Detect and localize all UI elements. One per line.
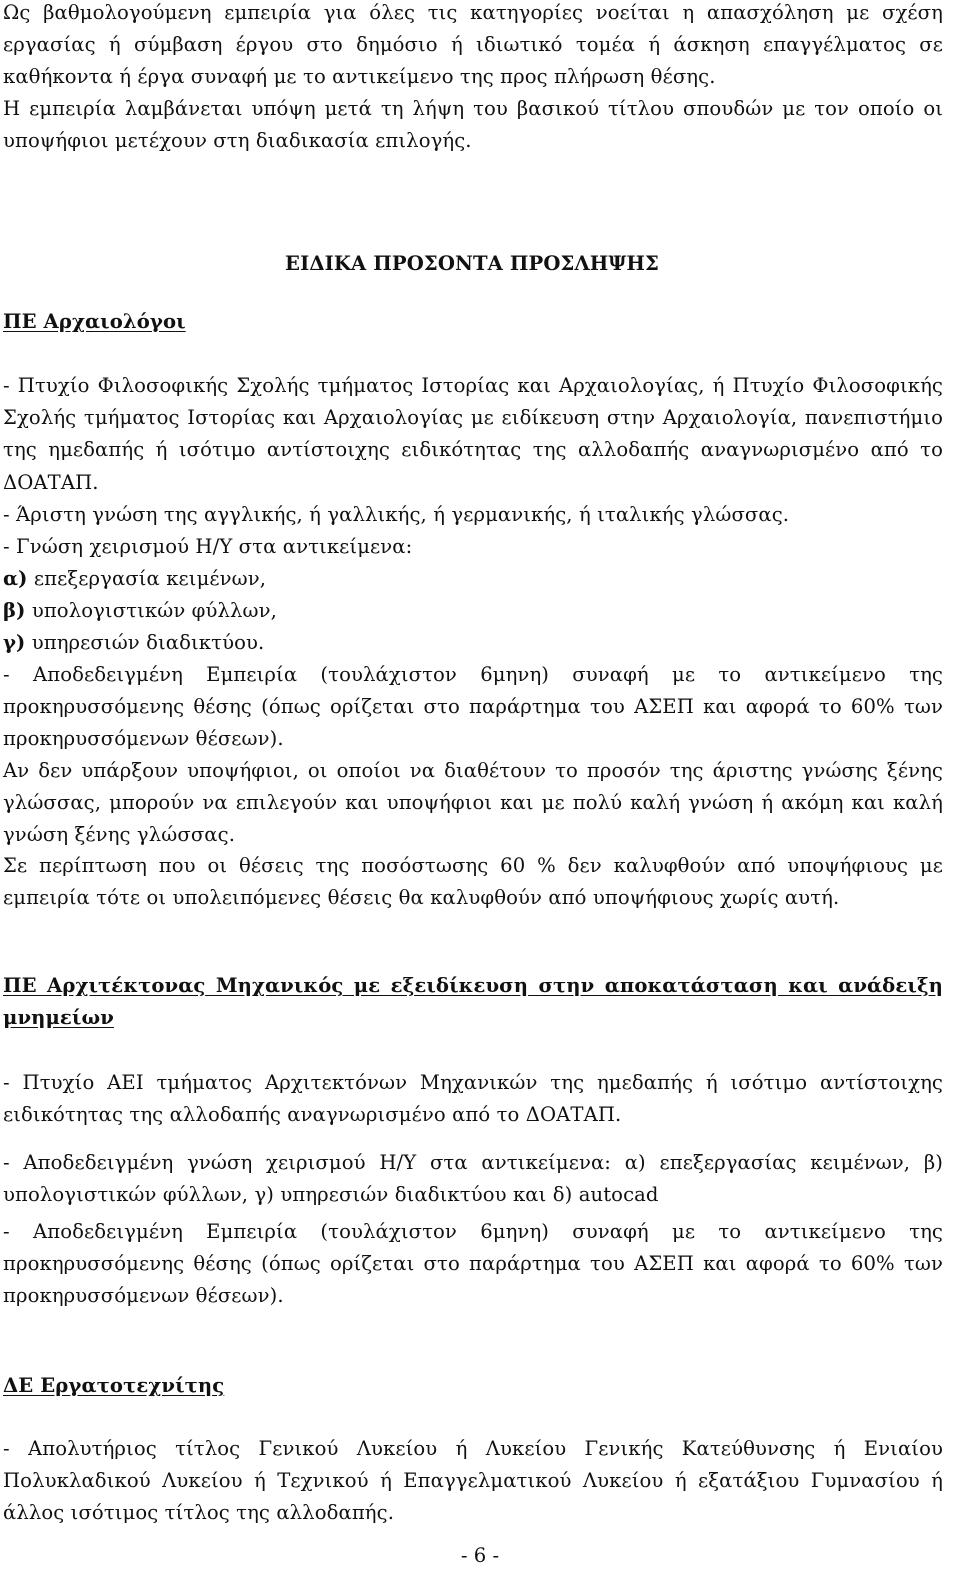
intro-paragraph-2: Η εμπειρία λαμβάνεται υπόψη μετά τη λήψη του βασικού τίτλου σπουδών με τον οποίο οι υποψήφιοι μετέχουν στη διαδικασία επιλογής.	[3, 97, 943, 153]
worker-degree: - Απολυτήριος τίτλος Γενικού Λυκείου ή Λυκείου Γενικής Κατεύθυνσης ή Ενιαίου Πολυκλαδικού Λυκείου ή Τεχνικού ή Επαγγελματικού Λυκείου ή εξατάξιου Γυμνασίου ή άλλος ισότιμος τίτλος της αλλοδαπής.	[3, 1437, 943, 1525]
worker-heading: ΔΕ Εργατοτεχνίτης	[3, 1374, 225, 1397]
pc-item-marker: β)	[3, 599, 26, 622]
archaeologists-note-language: Αν δεν υπάρξουν υποψήφιοι, οι οποίοι να διαθέτουν το προσόν της άριστης γνώσης ξένης γλώσσας, μπορούν να επιλεγούν και υποψήφιοι και με πολύ καλή γνώση ή ακόμη και καλή γνώση ξένης γλώσσας.	[3, 759, 943, 847]
pc-item-marker: α)	[3, 567, 28, 590]
pc-item-text: επεξεργασία κειμένων,	[27, 567, 267, 590]
intro-paragraph: Ως βαθμολογούμενη εμπειρία για όλες τις κατηγορίες νοείται η απασχόληση με σχέση εργασίας ή σύμβαση έργου στο δημόσιο ή ιδιωτικό τομέα ή άσκηση επαγγέλματος σε καθήκοντα ή έργα συναφή με το αντικείμενο της προς πλήρωση θέσης.	[3, 1, 943, 89]
architect-heading: ΠΕ Αρχιτέκτονας Μηχανικός με εξειδίκευση στην αποκατάσταση και ανάδειξη μνημείων	[3, 974, 943, 1030]
archaeologists-heading: ΠΕ Αρχαιολόγοι	[3, 310, 186, 333]
section-title: ΕΙΔΙΚΑ ΠΡΟΣΟΝΤΑ ΠΡΟΣΛΗΨΗΣ	[285, 252, 659, 275]
pc-item	[3, 563, 943, 595]
archaeologists-experience: - Αποδεδειγμένη Εμπειρία (τουλάχιστον 6μηνη) συναφή με το αντικείμενο της προκηρυσσόμενης θέσης (όπως ορίζεται στο παράρτημα του ΑΣΕΠ και αφορά το 60% των προκηρυσσόμενων θέσεων).	[3, 663, 943, 751]
architect-pc: - Αποδεδειγμένη γνώση χειρισμού Η/Υ στα αντικείμενα: α) επεξεργασίας κειμένων, β) υπολογιστικών φύλλων, γ) υπηρεσιών διαδικτύου και δ) autocad	[3, 1151, 943, 1207]
pc-item	[3, 595, 943, 627]
pc-item-text: υπολογιστικών φύλλων,	[25, 599, 277, 622]
page-number: - 6 -	[460, 1544, 500, 1567]
archaeologists-degree: - Πτυχίο Φιλοσοφικής Σχολής τμήματος Ιστορίας και Αρχαιολογίας, ή Πτυχίο Φιλοσοφικής Σχολής τμήματος Ιστορίας και Αρχαιολογίας με ειδίκευση στην Αρχαιολογία, πανεπιστήμιο της ημεδαπής ή ισότιμο αντίστοιχης ειδικότητας της αλλοδαπής αναγνωρισμένο από το ΔΟΑΤΑΠ.	[3, 374, 943, 494]
pc-item-text: υπηρεσιών διαδικτύου.	[25, 631, 265, 654]
archaeologists-pc-intro: - Γνώση χειρισμού Η/Υ στα αντικείμενα:	[3, 535, 413, 558]
architect-experience: - Αποδεδειγμένη Εμπειρία (τουλάχιστον 6μηνη) συναφή με το αντικείμενο της προκηρυσσόμενης θέσης (όπως ορίζεται στο παράρτημα του ΑΣΕΠ και αφορά το 60% των προκηρυσσόμενων θέσεων).	[3, 1220, 943, 1308]
archaeologists-note-quota: Σε περίπτωση που οι θέσεις της ποσόστωσης 60 % δεν καλυφθούν από υποψήφιους με εμπειρία τότε οι υπολειπόμενες θέσεις θα καλυφθούν από υποψήφιους χωρίς αυτή.	[3, 854, 943, 910]
archaeologists-language: - Άριστη γνώση της αγγλικής, ή γαλλικής, ή γερμανικής, ή ιταλικής γλώσσας.	[3, 503, 790, 526]
pc-item-marker: γ)	[3, 631, 26, 654]
pc-item	[3, 627, 943, 659]
architect-degree: - Πτυχίο ΑΕΙ τμήματος Αρχιτεκτόνων Μηχανικών της ημεδαπής ή ισότιμο αντίστοιχης ειδικότητας της αλλοδαπής αναγνωρισμένο από το ΔΟΑΤΑΠ.	[3, 1071, 943, 1127]
